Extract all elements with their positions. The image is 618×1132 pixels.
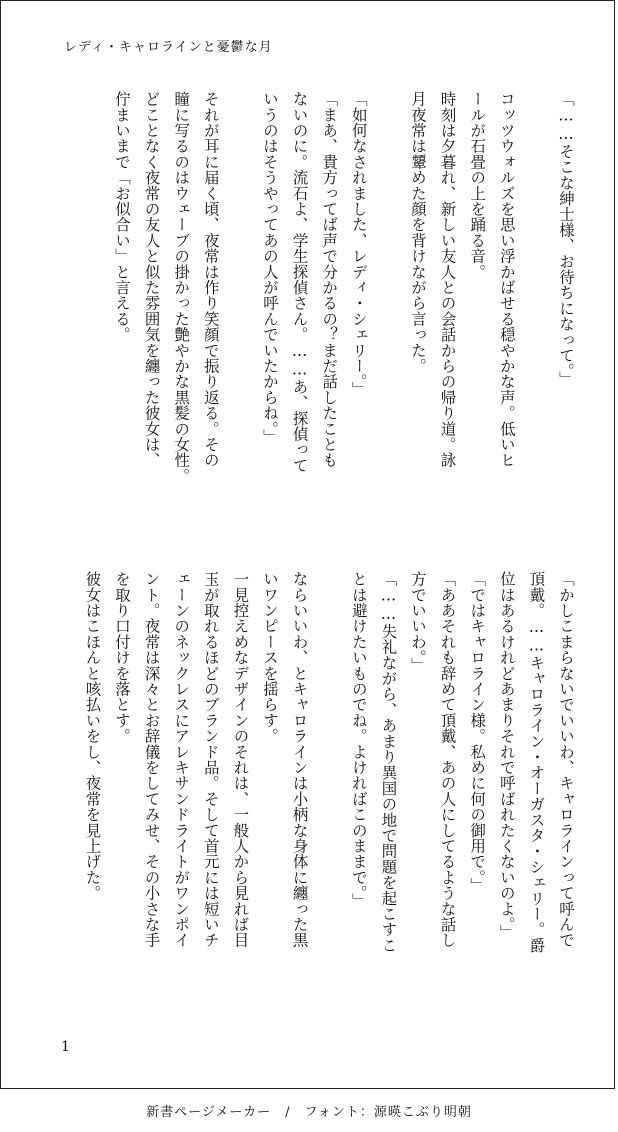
text-column: いうのはそうやってあの人が呼んでいたからね。」	[261, 91, 279, 445]
text-column: ならいいわ、とキャロラインは小柄な身体に纏った黒	[290, 571, 309, 948]
text-column: を取り口付けを落とす。	[113, 571, 131, 744]
text-column: 「かしこまらないでいいわ、キャロラインって呼んで	[557, 571, 575, 948]
text-column: 時刻は夕暮れ、新しい友人との会話からの帰り道。詠	[438, 91, 457, 468]
page-number: 1	[61, 1039, 70, 1055]
text-column: とは避けたいものでね。よければこのままで。」	[349, 571, 368, 909]
text-column: どことなく夜常の友人と似た雰囲気を纏った彼女は、	[142, 91, 161, 468]
text-column: 月夜常は顰めた顔を背けながら言った。	[409, 91, 427, 374]
text-column: 「……失礼ながら、あまり異国の地で問題を起こすこ	[379, 571, 398, 953]
text-column	[522, 91, 550, 541]
text-column: 頂戴。……キャロライン・オーガスタ・シェリー。爵	[527, 571, 546, 953]
text-column: 瞳に写るのはウェーブの掛かった艶やかな黒髪の女性。	[172, 91, 191, 484]
text-column: ールが石畳の上を踊る音。	[468, 91, 487, 280]
text-column: コッツウォルズを思い浮かばせる穏やかな声。低いヒ	[497, 91, 516, 468]
text-column: 佇まいまで「お似合い」と言える。	[113, 91, 131, 343]
text-column	[226, 91, 254, 541]
text-column: 「ではキャロライン様。私めに何の御用で。」	[468, 571, 487, 893]
text-column: 一見控えめなデザインのそれは、一般人から見れば目	[231, 571, 250, 948]
text-column: 「まあ、貴方ってば声で分かるの？まだ話したことも	[320, 91, 339, 468]
text-column: ないのに。流石よ、学生探偵さん。……あ、探偵って	[290, 91, 309, 473]
footer-credit: 新書ページメーカー / フォント：源暎こぶり明朝	[146, 1105, 472, 1120]
text-column: 方でいいわ。」	[409, 571, 427, 674]
lower-text-block	[45, 571, 580, 1021]
text-column: ェーンのネックレスにアレキサンドライトがワンポイ	[172, 571, 191, 948]
text-column: それが耳に届く頃、夜常は作り笑顔で振り返る。その	[201, 91, 220, 468]
text-column	[315, 571, 343, 1021]
running-header-title: レディ・キャロラインと憂鬱な月	[64, 40, 273, 55]
text-column: 彼女はこほんと咳払いをし、夜常を見上げた。	[83, 571, 102, 901]
text-column: 「如何なされました、レディ・シェリー。」	[349, 91, 368, 398]
text-column	[374, 91, 402, 541]
text-column: いワンピースを揺らす。	[261, 571, 279, 744]
text-column: 位はあるけれどあまりそれで呼ばれたくないのよ。」	[497, 571, 516, 941]
text-column: ント。夜常は深々とお辞儀をしてみせ、その小さな手	[142, 571, 161, 948]
text-column: 玉が取れるほどのブランド品。そして首元には短いチ	[201, 571, 220, 948]
text-column: 「ああそれも辞めて頂戴、あの人にしてるような話し	[438, 571, 457, 948]
upper-text-block	[45, 91, 580, 541]
text-column: 「……そこな紳士様、お待ちになって。」	[557, 91, 575, 387]
